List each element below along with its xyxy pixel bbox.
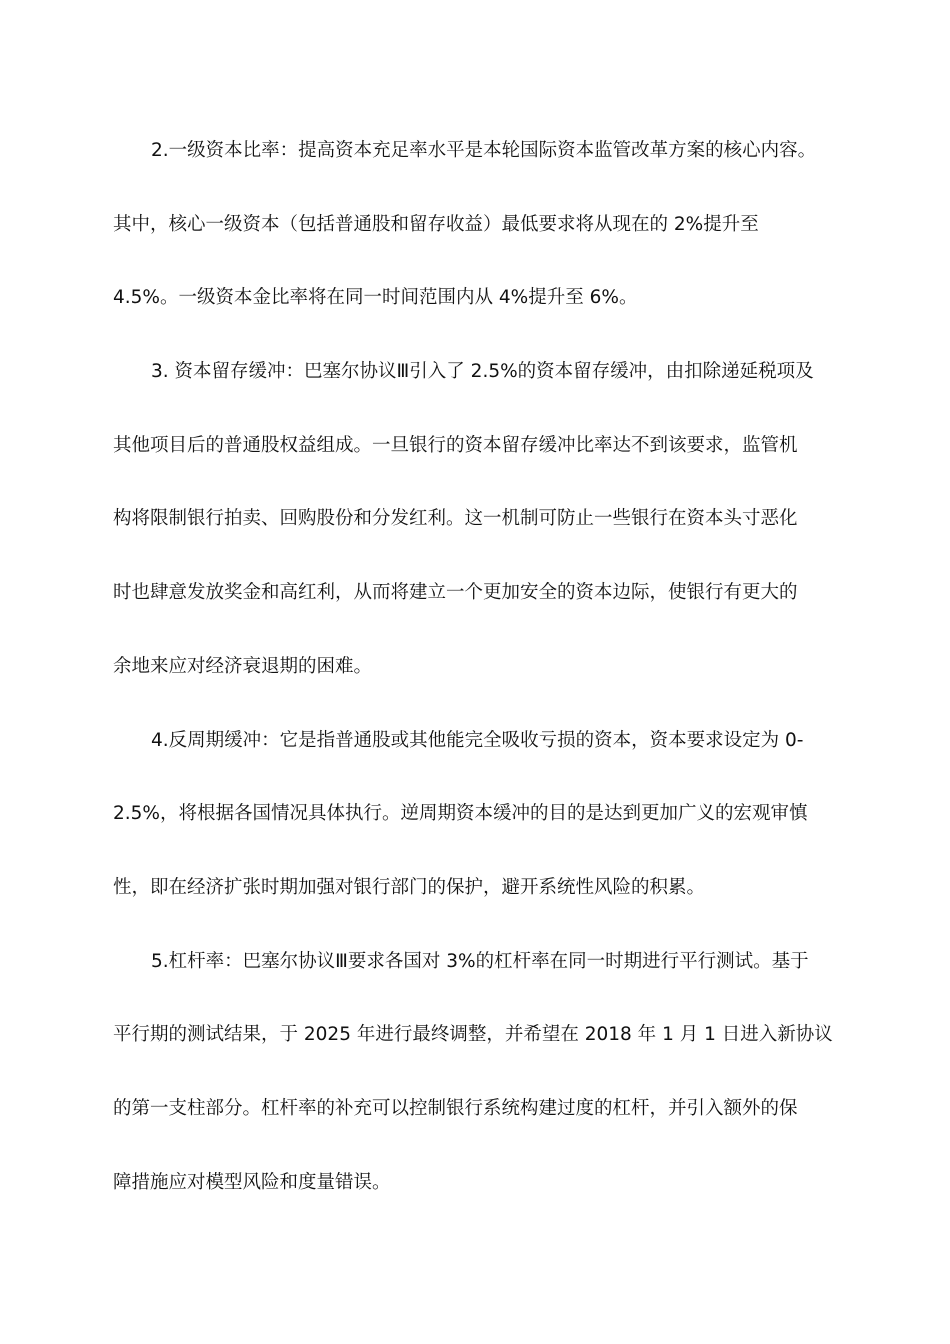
paragraph-5-line-3: 的第一支柱部分。杠杆率的补充可以控制银行系统构建过度的杠杆，并引入额外的保 <box>113 1097 798 1119</box>
document-body <box>113 128 838 1233</box>
paragraph-4-line-3: 性，即在经济扩张时期加强对银行部门的保护，避开系统性风险的积累。 <box>113 876 706 898</box>
paragraph-3-line-3: 构将限制银行拍卖、回购股份和分发红利。这一机制可防止一些银行在资本头寸恶化 <box>113 508 798 530</box>
paragraph-4-line-1: 4.反周期缓冲：它是指普通股或其他能完全吸收亏损的资本，资本要求设定为 0- <box>151 729 804 751</box>
paragraph-2-line-1: 2.一级资本比率：提高资本充足率水平是本轮国际资本监管改革方案的核心内容。 <box>151 140 817 161</box>
paragraph-5-line-2: 平行期的测试结果，于 2025 年进行最终调整，并希望在 2018 年 1 月 1 日进入新协议 <box>113 1024 833 1046</box>
paragraph-3-line-2: 其他项目后的普通股权益组成。一旦银行的资本留存缓冲比率达不到该要求，监管机 <box>113 434 798 456</box>
paragraph-5-line-4: 障措施应对模型风险和度量错误。 <box>113 1171 391 1193</box>
paragraph-5-line-1: 5.杠杆率：巴塞尔协议Ⅲ要求各国对 3%的杠杆率在同一时期进行平行测试。基于 <box>151 950 809 972</box>
paragraph-3-line-4: 时也肆意发放奖金和高红利，从而将建立一个更加安全的资本边际，使银行有更大的 <box>113 582 798 604</box>
paragraph-4-line-2: 2.5%，将根据各国情况具体执行。逆周期资本缓冲的目的是达到更加广义的宏观审慎 <box>113 803 808 825</box>
paragraph-2-line-2: 其中，核心一级资本（包括普通股和留存收益）最低要求将从现在的 2%提升至 <box>113 213 759 235</box>
paragraph-3-line-1: 3. 资本留存缓冲：巴塞尔协议Ⅲ引入了 2.5%的资本留存缓冲，由扣除递延税项及 <box>151 361 814 383</box>
paragraph-3-line-5: 余地来应对经济衰退期的困难。 <box>113 655 373 677</box>
paragraph-2-line-3: 4.5%。一级资本金比率将在同一时间范围内从 4%提升至 6%。 <box>113 287 638 309</box>
